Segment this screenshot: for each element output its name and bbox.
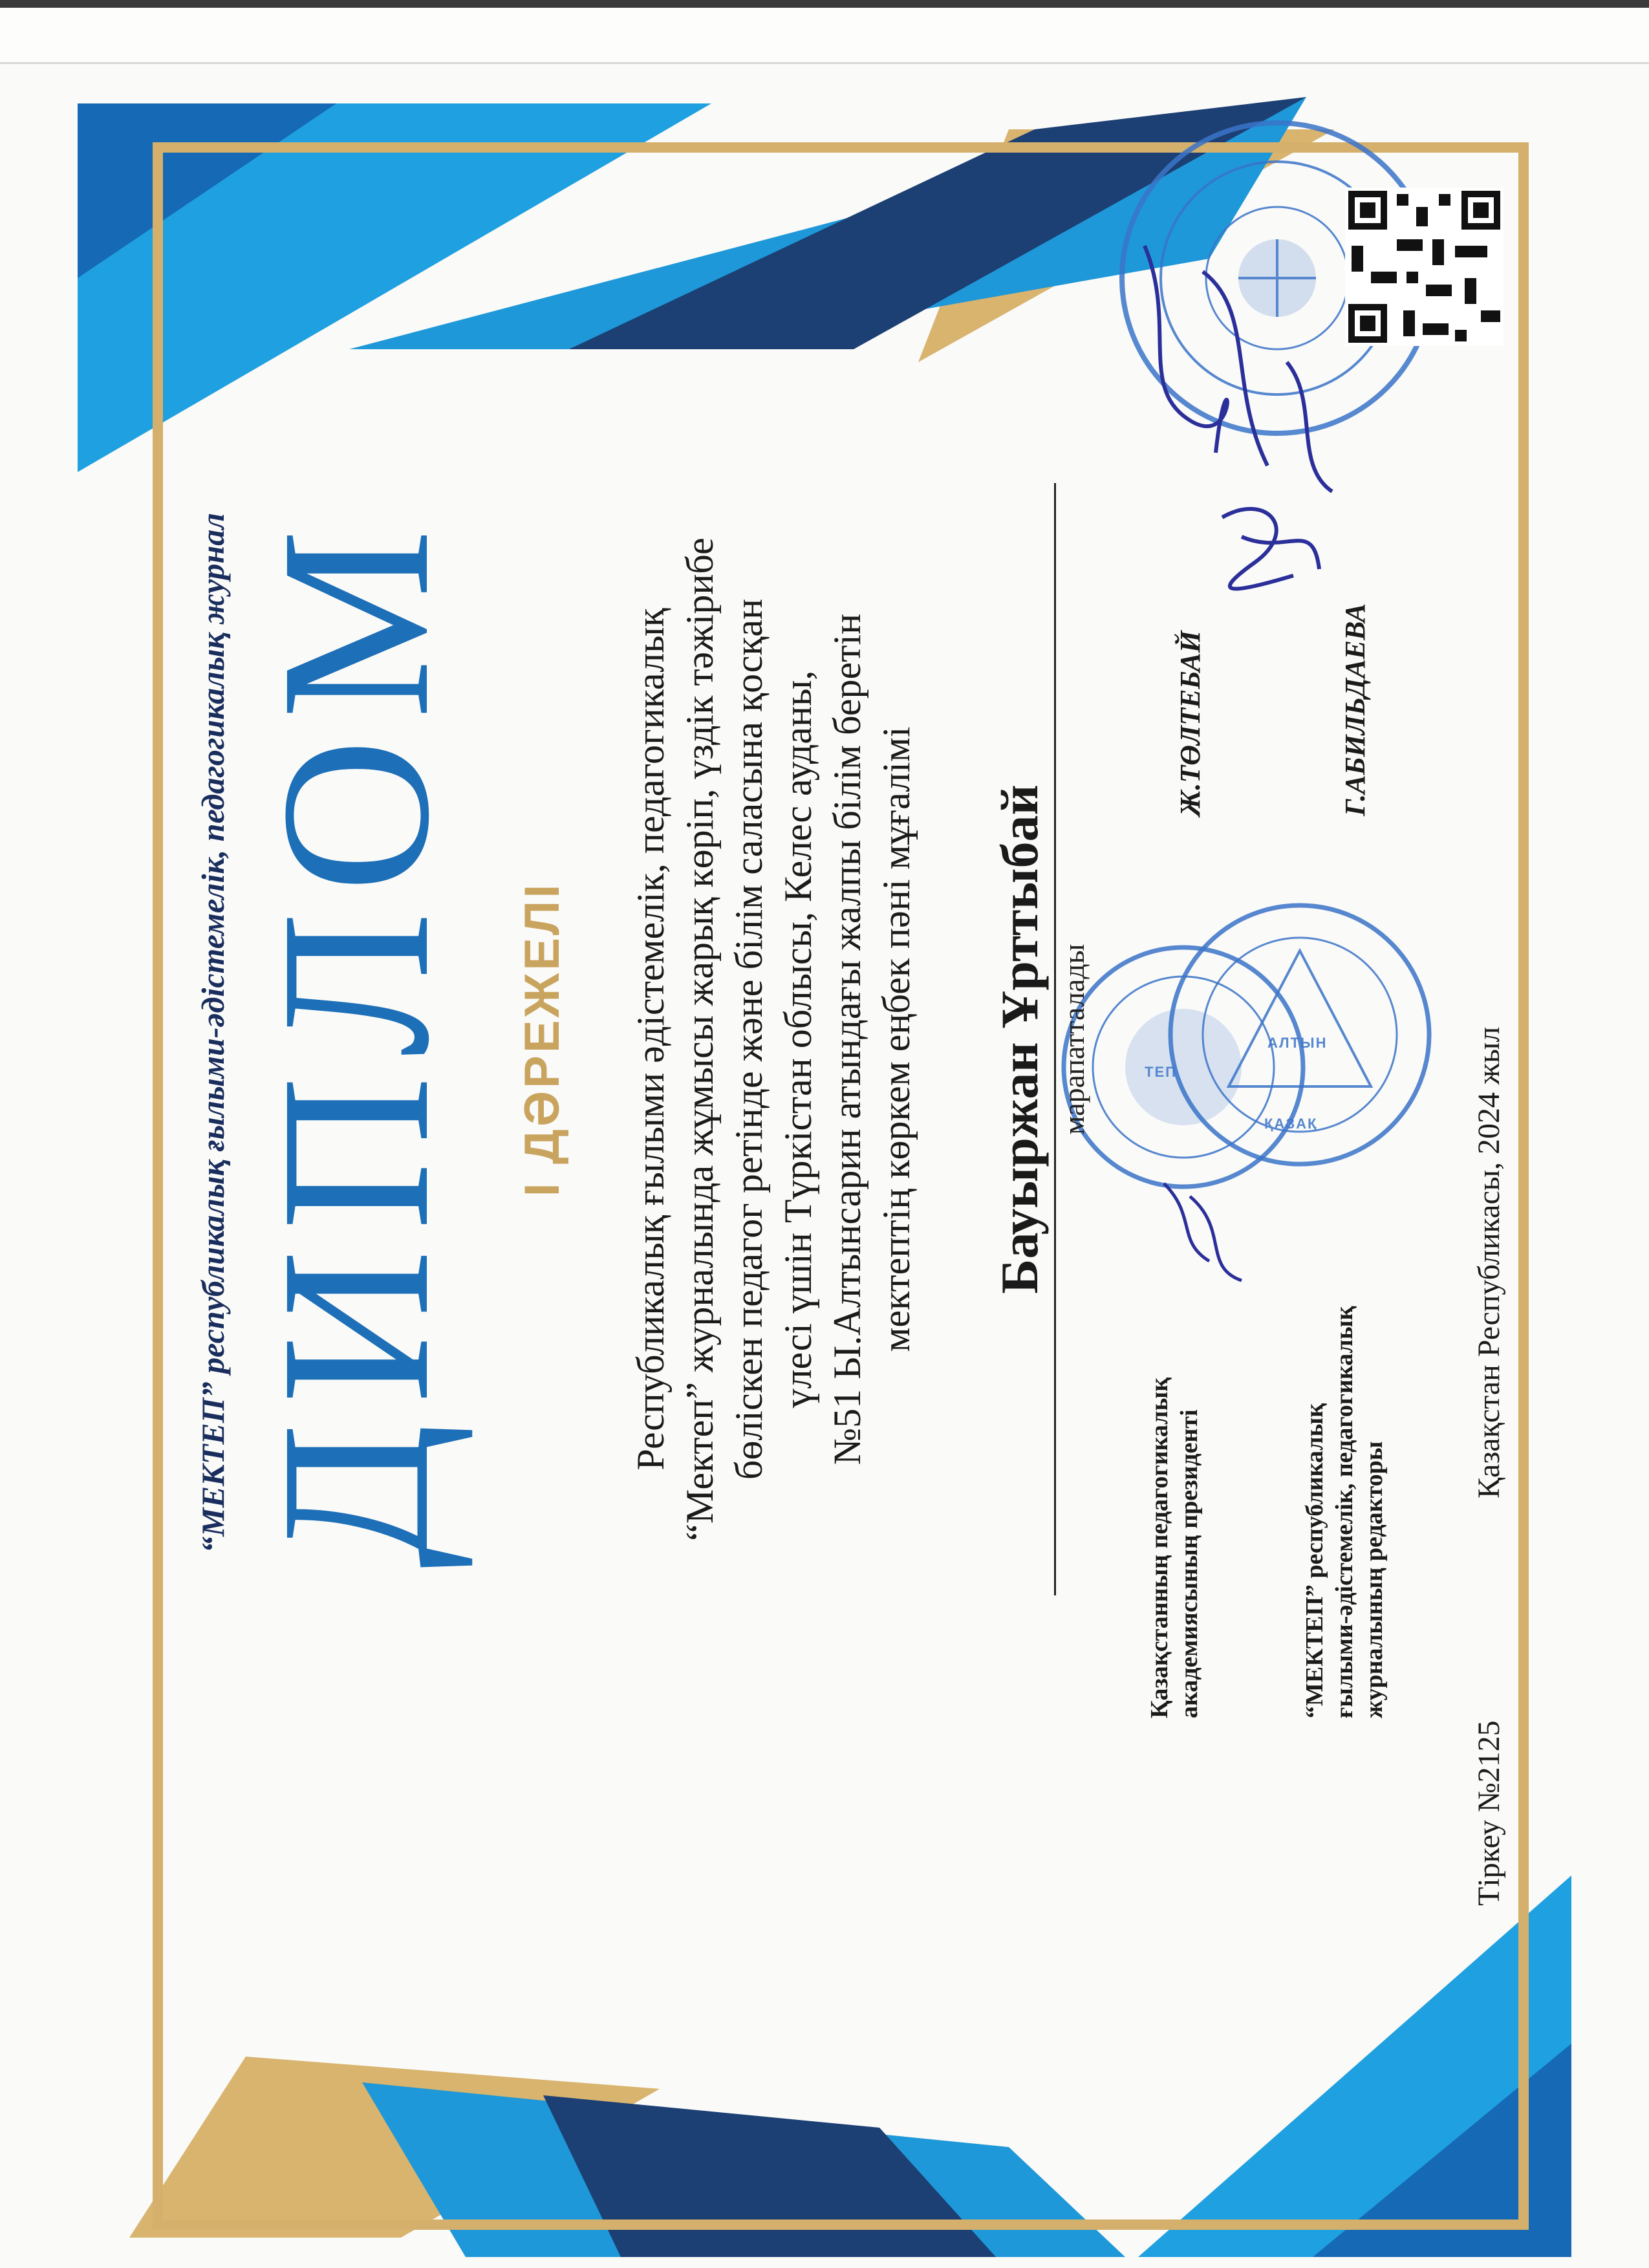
editor-label-line: журналының редакторы bbox=[1361, 1441, 1388, 1718]
award-reason-line: бөліскен педагог ретінде және білім саласына қосқан bbox=[727, 598, 770, 1480]
award-reason-line: “Мектеп” журналында жұмысы жарық көріп, үздік тәжірибе bbox=[678, 537, 721, 1541]
recipient-underline bbox=[1054, 483, 1056, 1595]
editor-signature-label bbox=[1300, 1306, 1389, 1718]
award-reason-line: Республикалық ғылыми әдістемелік, педагогикалық bbox=[629, 608, 672, 1471]
degree-label: I ДӘРЕЖЕЛІ bbox=[515, 881, 570, 1197]
recipient-name: Бауыржан Ұрттыбай bbox=[990, 784, 1049, 1294]
academy-label-line: Қазақстанның педагогикалық bbox=[1146, 1377, 1173, 1718]
country-year: Қазақстан Республикасы, 2024 жыл bbox=[1472, 1026, 1506, 1498]
award-reason bbox=[626, 134, 921, 1945]
award-reason-line: үлесі үшін Түркістан облысы, Келес ауданы, bbox=[777, 670, 819, 1409]
diploma-title: ДИПЛОМ bbox=[237, 510, 473, 1569]
editor-signer-name: Г.АБИЛЬДАЕВА bbox=[1339, 603, 1371, 816]
academy-signature-label bbox=[1145, 1377, 1204, 1718]
academy-label-line: академиясының президенті bbox=[1176, 1409, 1203, 1718]
award-reason-line: мектептің көркем еңбек пәні мұғалімі bbox=[875, 726, 918, 1352]
academy-signer-name: Ж.ТӨЛТЕБАЙ bbox=[1174, 631, 1206, 816]
awarded-text: марапатталады bbox=[1057, 944, 1090, 1135]
editor-label-line: “МЕКТЕП” республикалық bbox=[1301, 1403, 1328, 1718]
editor-label-line: ғылыми-әдістемелік, педагогикалық bbox=[1331, 1306, 1358, 1718]
award-reason-line: №51 Ы.Алтынсарин атындағы жалпы білім беретін bbox=[826, 613, 868, 1465]
journal-title: “МЕКТЕП” республикалық ғылыми-әдістемелік, педагогикалық журнал bbox=[195, 513, 231, 1553]
stamp-lettering-kazakh: ҚАЗАҚ bbox=[1264, 1116, 1318, 1132]
registration-number: Тіркеу №2125 bbox=[1472, 1720, 1506, 1906]
stamp-lettering-academy: ТЕП bbox=[1145, 1064, 1177, 1080]
stamp-lettering-altyn: АЛТЫН bbox=[1267, 1035, 1328, 1051]
